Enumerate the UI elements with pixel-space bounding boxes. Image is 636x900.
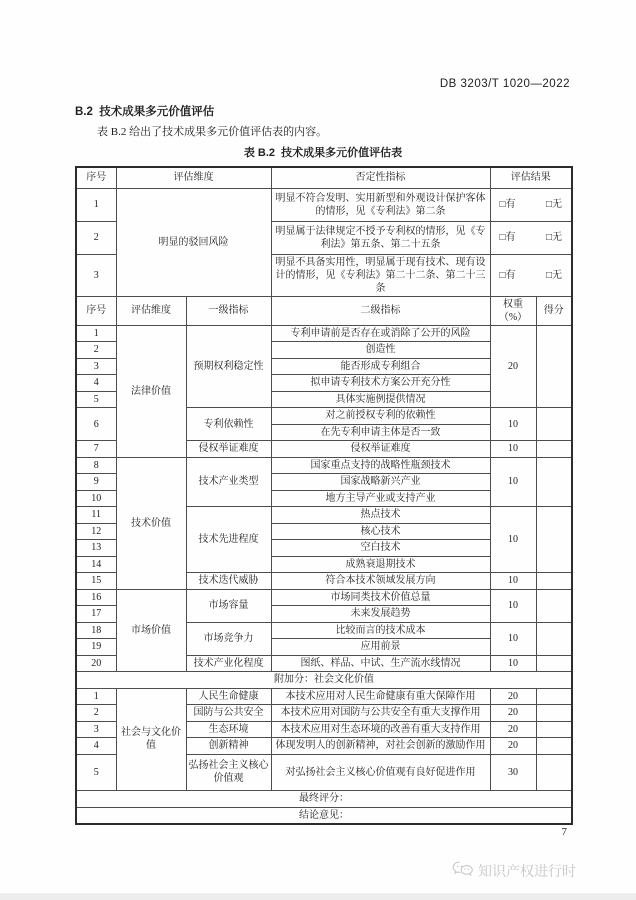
row-number: 11 xyxy=(76,507,116,524)
level1-indicator: 专利依赖性 xyxy=(186,408,271,441)
level1-indicator: 人民生命健康 xyxy=(186,688,271,705)
level2-indicator: 地方主导产业或支持产业 xyxy=(271,490,490,507)
col-header-negative-indicator: 否定性指标 xyxy=(271,167,490,188)
weight-value: 10 xyxy=(490,457,536,507)
dimension-rejection-risk: 明显的驳回风险 xyxy=(116,188,271,296)
table-caption: 表 B.2 技术成果多元价值评估表 xyxy=(243,147,403,159)
weight-value: 10 xyxy=(490,507,536,573)
row-number: 3 xyxy=(76,721,116,738)
row-number: 1 xyxy=(76,188,116,221)
weight-value: 20 xyxy=(490,721,536,738)
result-cell xyxy=(490,188,572,221)
row-number: 18 xyxy=(76,622,116,639)
row-number: 4 xyxy=(76,375,116,392)
table-row xyxy=(76,188,572,221)
row-number: 3 xyxy=(76,254,116,296)
level2-indicator: 拟申请专利技术方案公开充分性 xyxy=(271,375,490,392)
row-number: 16 xyxy=(76,589,116,606)
row-number: 7 xyxy=(76,441,116,458)
row-number: 19 xyxy=(76,639,116,656)
negative-indicator: 明显不具备实用性，明显属于现有技术、现有设计的情形，见《专利法》第二十二条、第二十三条 xyxy=(271,254,490,296)
row-number: 8 xyxy=(76,457,116,474)
checkbox-none[interactable]: □无 xyxy=(545,199,562,210)
score-cell xyxy=(536,457,572,507)
table-row xyxy=(76,589,572,606)
level2-indicator: 体现发明人的创新精神，对社会创新的激励作用 xyxy=(271,738,490,755)
col-header-dimension: 评估维度 xyxy=(116,167,271,188)
level2-indicator: 侵权举证难度 xyxy=(271,441,490,458)
weight-value: 10 xyxy=(490,573,536,590)
score-cell xyxy=(536,325,572,408)
level1-indicator: 技术先进程度 xyxy=(186,507,271,573)
score-cell xyxy=(536,655,572,672)
level2-indicator: 对之前授权专利的依赖性 xyxy=(271,408,490,425)
wechat-bubbles-icon xyxy=(452,861,474,881)
row-number: 2 xyxy=(76,221,116,254)
row-number: 5 xyxy=(76,754,116,790)
level1-indicator: 市场容量 xyxy=(186,589,271,622)
score-cell xyxy=(536,573,572,590)
col-header-dimension: 评估维度 xyxy=(116,296,186,325)
level1-indicator: 预期权利稳定性 xyxy=(186,325,271,408)
row-number: 3 xyxy=(76,358,116,375)
level2-indicator: 专利申请前是否存在或消除了公开的风险 xyxy=(271,325,490,342)
weight-value: 10 xyxy=(490,622,536,655)
intro-paragraph: 表 B.2 给出了技术成果多元价值评估表的内容。 xyxy=(97,126,328,138)
neg-header-row xyxy=(76,167,572,188)
score-cell xyxy=(536,622,572,655)
conclusion-row xyxy=(76,807,572,824)
level2-indicator: 对弘扬社会主义核心价值观有良好促进作用 xyxy=(271,754,490,790)
checkbox-have[interactable]: □有 xyxy=(499,232,516,243)
dimension-market-value: 市场价值 xyxy=(116,589,186,672)
score-cell xyxy=(536,721,572,738)
weight-value: 10 xyxy=(490,589,536,622)
negative-indicator: 明显不符合发明、实用新型和外观设计保护客体的情形，见《专利法》第二条 xyxy=(271,188,490,221)
level1-indicator: 市场竞争力 xyxy=(186,622,271,655)
col-header-level2: 二级指标 xyxy=(271,296,490,325)
row-number: 15 xyxy=(76,573,116,590)
row-number: 17 xyxy=(76,606,116,623)
score-cell xyxy=(536,408,572,441)
section-heading: B.2 技术成果多元价值评估 xyxy=(75,106,215,118)
col-header-no: 序号 xyxy=(76,296,116,325)
level2-indicator: 成熟衰退期技术 xyxy=(271,556,490,573)
level1-indicator: 技术产业化程度 xyxy=(186,655,271,672)
weight-value: 10 xyxy=(490,441,536,458)
level2-indicator: 图纸、样品、中试、生产流水线情况 xyxy=(271,655,490,672)
level2-indicator: 空白技术 xyxy=(271,540,490,557)
standard-number: DB 3203/T 1020—2022 xyxy=(439,78,570,90)
level2-indicator: 具体实施例提供情况 xyxy=(271,391,490,408)
score-cell xyxy=(536,754,572,790)
level2-indicator: 本技术应用对生态环境的改善有重大支持作用 xyxy=(271,721,490,738)
checkbox-none[interactable]: □无 xyxy=(545,269,562,281)
row-number: 10 xyxy=(76,490,116,507)
row-number: 1 xyxy=(76,688,116,705)
row-number: 13 xyxy=(76,540,116,557)
col-header-weight: 权重（%） xyxy=(490,296,536,325)
level2-indicator: 未来发展趋势 xyxy=(271,606,490,623)
page-number: 7 xyxy=(561,826,567,838)
checkbox-have[interactable]: □有 xyxy=(499,199,516,210)
bonus-label: 附加分：社会文化价值 xyxy=(76,672,572,689)
level2-indicator: 本技术应用对人民生命健康有重大保障作用 xyxy=(271,688,490,705)
col-header-level1: 一级指标 xyxy=(186,296,271,325)
row-number: 1 xyxy=(76,325,116,342)
level1-indicator: 国防与公共安全 xyxy=(186,705,271,722)
weight-value: 20 xyxy=(490,325,536,408)
row-number: 9 xyxy=(76,474,116,491)
bottom-strip xyxy=(0,893,636,900)
bonus-divider-row xyxy=(76,672,572,689)
final-score-label: 最终评分： xyxy=(76,790,572,807)
score-cell xyxy=(536,589,572,622)
level1-indicator: 弘扬社会主义核心价值观 xyxy=(186,754,271,790)
weight-value: 10 xyxy=(490,655,536,672)
level1-indicator: 生态环境 xyxy=(186,721,271,738)
level2-indicator: 国家战略新兴产业 xyxy=(271,474,490,491)
level2-indicator: 热点技术 xyxy=(271,507,490,524)
weight-value: 30 xyxy=(490,754,536,790)
level1-indicator: 侵权举证难度 xyxy=(186,441,271,458)
conclusion-label: 结论意见： xyxy=(76,807,572,824)
level2-indicator: 在先专利申请主体是否一致 xyxy=(271,424,490,441)
level1-indicator: 创新精神 xyxy=(186,738,271,755)
col-header-no: 序号 xyxy=(76,167,116,188)
final-score-row xyxy=(76,790,572,807)
row-number: 14 xyxy=(76,556,116,573)
row-number: 2 xyxy=(76,342,116,359)
score-cell xyxy=(536,738,572,755)
level2-indicator: 创造性 xyxy=(271,342,490,359)
level2-indicator: 国家重点支持的战略性瓶颈技术 xyxy=(271,457,490,474)
table-row xyxy=(76,325,572,342)
negative-indicator: 明显属于法律规定不授予专利权的情形，见《专利法》第五条、第二十五条 xyxy=(271,221,490,254)
watermark xyxy=(452,861,576,881)
table-row xyxy=(76,688,572,705)
level2-indicator: 应用前景 xyxy=(271,639,490,656)
level1-indicator: 技术迭代威胁 xyxy=(186,573,271,590)
row-number: 2 xyxy=(76,705,116,722)
level2-indicator: 符合本技术领域发展方向 xyxy=(271,573,490,590)
level2-indicator: 本技术应用对国防与公共安全有重大支撑作用 xyxy=(271,705,490,722)
row-number: 12 xyxy=(76,523,116,540)
result-cell xyxy=(490,221,572,254)
col-header-result: 评估结果 xyxy=(490,167,572,188)
row-number: 4 xyxy=(76,738,116,755)
level1-indicator: 技术产业类型 xyxy=(186,457,271,507)
watermark-text: 知识产权进行时 xyxy=(478,863,576,879)
checkbox-have[interactable]: □有 xyxy=(499,269,516,281)
score-cell xyxy=(536,688,572,705)
row-number: 5 xyxy=(76,391,116,408)
dimension-technical-value: 技术价值 xyxy=(116,457,186,589)
level2-indicator: 能否形成专利组合 xyxy=(271,358,490,375)
weight-value: 20 xyxy=(490,688,536,705)
checkbox-none[interactable]: □无 xyxy=(545,232,562,243)
level2-indicator: 市场同类技术价值总量 xyxy=(271,589,490,606)
level2-indicator: 比较而言的技术成本 xyxy=(271,622,490,639)
score-cell xyxy=(536,507,572,573)
row-number: 20 xyxy=(76,655,116,672)
result-cell xyxy=(490,254,572,296)
dimension-social-cultural-value: 社会与文化价值 xyxy=(116,688,186,790)
weight-value: 10 xyxy=(490,408,536,441)
row-number: 6 xyxy=(76,408,116,441)
evaluation-table xyxy=(75,166,573,825)
level2-indicator: 核心技术 xyxy=(271,523,490,540)
score-cell xyxy=(536,705,572,722)
col-header-score: 得分 xyxy=(536,296,572,325)
weight-value: 20 xyxy=(490,705,536,722)
score-cell xyxy=(536,441,572,458)
table-row xyxy=(76,457,572,474)
weight-value: 20 xyxy=(490,738,536,755)
dimension-legal-value: 法律价值 xyxy=(116,325,186,457)
main-header-row xyxy=(76,296,572,325)
